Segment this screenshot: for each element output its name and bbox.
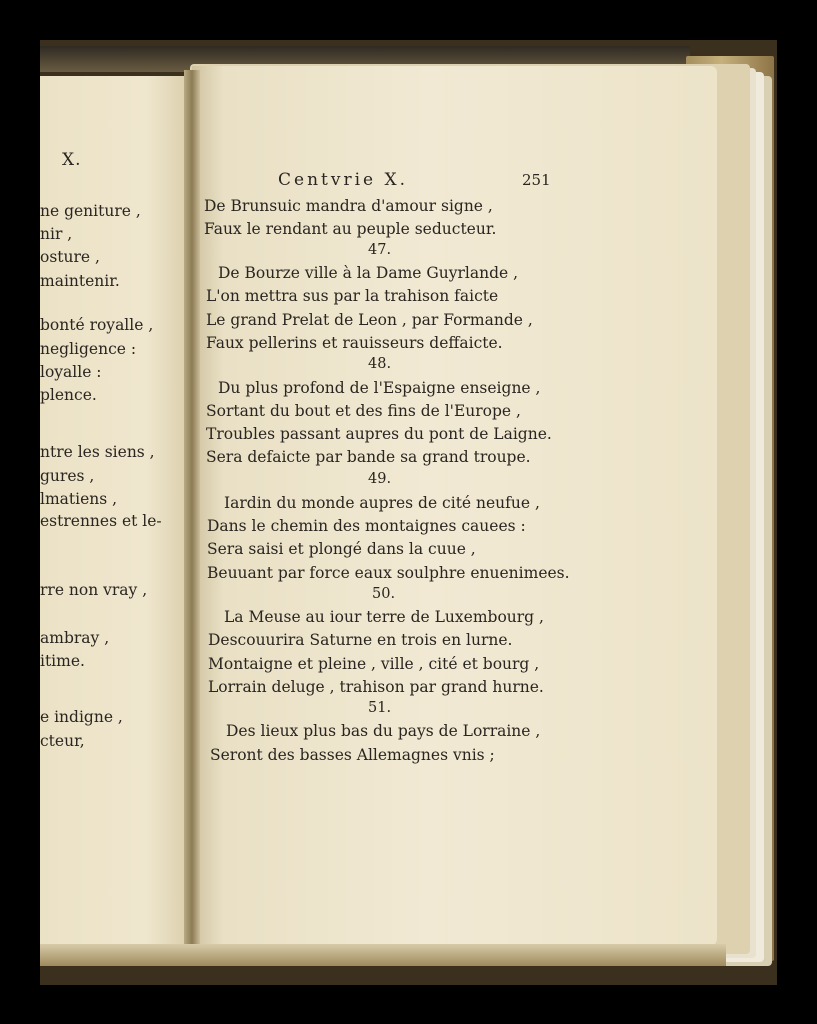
verse-line: Du plus profond de l'Espaigne enseigne , xyxy=(218,379,541,397)
left-page-header: X. xyxy=(62,150,82,170)
left-line: plence. xyxy=(40,386,97,404)
verse-line: Iardin du monde aupres de cité neufue , xyxy=(224,494,540,512)
verse-line: De Brunsuic mandra d'amour signe , xyxy=(204,197,493,215)
verse-line: Montaigne et pleine , ville , cité et bourg , xyxy=(208,655,540,673)
left-line: nir , xyxy=(40,225,73,243)
left-line: negligence : xyxy=(40,340,137,358)
left-line: estrennes et le- xyxy=(40,512,162,530)
verse-line: Dans le chemin des montaignes cauees : xyxy=(207,517,526,535)
verse-line: La Meuse au iour terre de Luxembourg , xyxy=(224,608,544,626)
left-line: bonté royalle , xyxy=(40,316,154,334)
left-line: loyalle : xyxy=(40,363,102,381)
verse-line: Faux pellerins et rauisseurs deffaicte. xyxy=(206,334,503,352)
page-number: 251 xyxy=(522,171,551,189)
left-line: gures , xyxy=(40,467,95,485)
quatrain-number: 49. xyxy=(368,471,392,487)
left-line: e indigne , xyxy=(40,708,123,726)
verse-line: Le grand Prelat de Leon , par Formande , xyxy=(206,311,533,329)
verse-line: L'on mettra sus par la trahison faicte xyxy=(206,287,499,305)
verse-line: De Bourze ville à la Dame Guyrlande , xyxy=(218,264,519,282)
verse-line: Sera defaicte par bande sa grand troupe. xyxy=(206,448,531,466)
verse-line: Lorrain deluge , trahison par grand hurne. xyxy=(208,678,544,696)
left-line: lmatiens , xyxy=(40,490,118,508)
quatrain-number: 50. xyxy=(372,586,396,602)
quatrain-number: 47. xyxy=(368,242,392,258)
left-line: cteur, xyxy=(40,732,85,750)
left-line: ne geniture , xyxy=(40,202,141,220)
left-line: itime. xyxy=(40,652,85,670)
left-line: rre non vray , xyxy=(40,581,148,599)
verse-line: Beuuant par force eaux soulphre enuenimees. xyxy=(207,564,570,582)
left-line: maintenir. xyxy=(40,272,120,290)
book-gutter xyxy=(184,70,200,948)
verse-line: Des lieux plus bas du pays de Lorraine , xyxy=(226,722,541,740)
verse-line: Faux le rendant au peuple seducteur. xyxy=(204,220,497,238)
left-line: ambray , xyxy=(40,629,110,647)
verse-line: Sortant du bout et des fins de l'Europe , xyxy=(206,402,521,420)
verse-line: Sera saisi et plongé dans la cuue , xyxy=(207,540,476,558)
verse-line: Troubles passant aupres du pont de Laigne. xyxy=(206,425,552,443)
left-line: osture , xyxy=(40,248,100,266)
quatrain-number: 51. xyxy=(368,700,392,716)
verse-line: Descouurira Saturne en trois en lurne. xyxy=(208,631,513,649)
running-header-title: Centvrie X. xyxy=(278,170,408,190)
left-line: ntre les siens , xyxy=(40,443,155,461)
book-bottom-edge xyxy=(40,944,726,966)
verse-line: Seront des basses Allemagnes vnis ; xyxy=(210,746,495,764)
quatrain-number: 48. xyxy=(368,356,392,372)
